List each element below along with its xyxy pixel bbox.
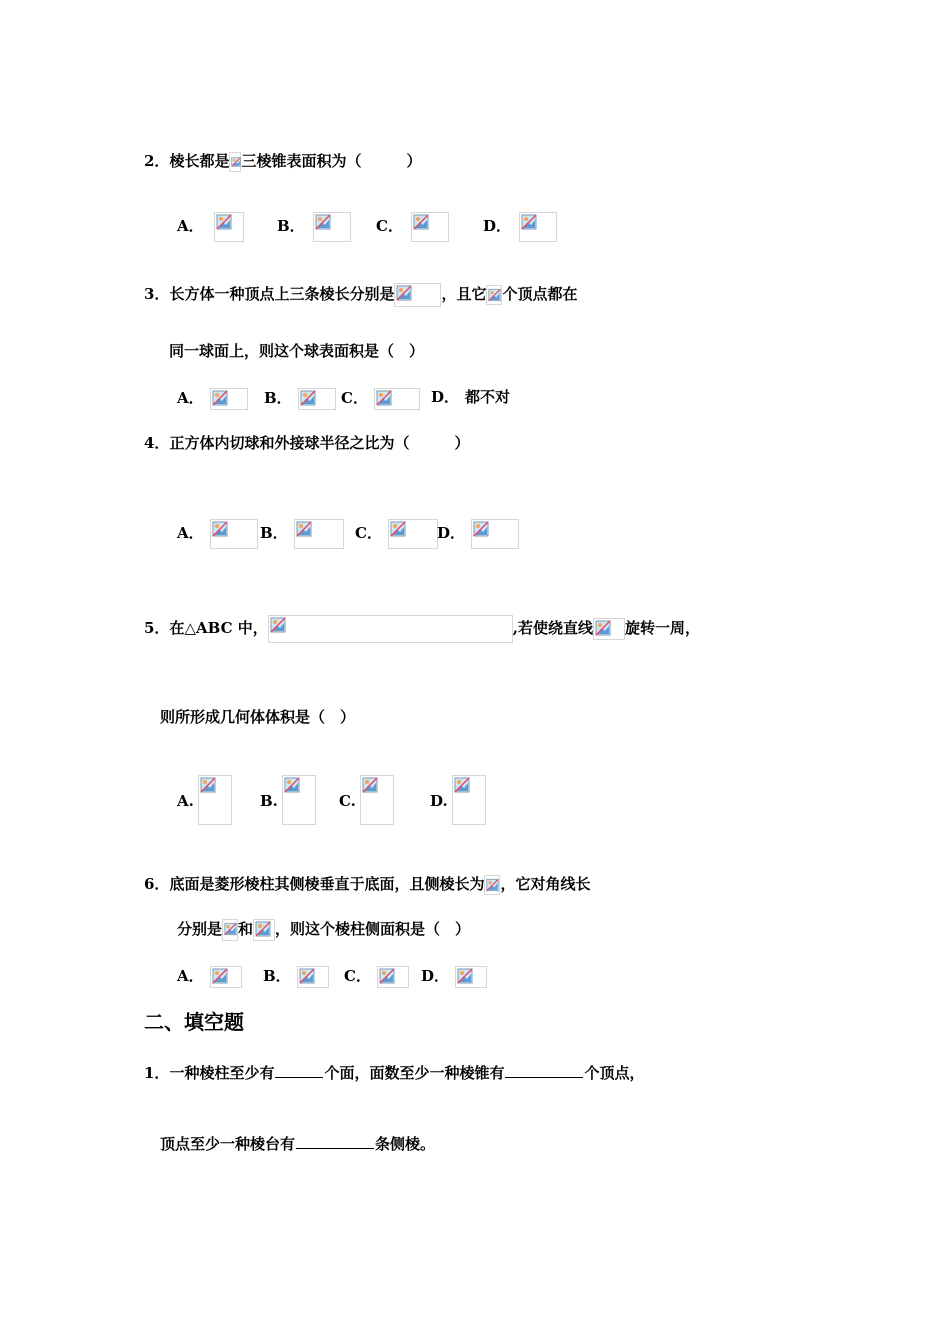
q4-option-a[interactable]: A． bbox=[177, 519, 258, 549]
broken-image-icon bbox=[216, 214, 232, 230]
broken-image-icon bbox=[486, 877, 499, 893]
q5-option-a[interactable]: A. bbox=[177, 775, 232, 825]
question-3-line-2: 同一球面上，则这个球表面积是（ ） bbox=[169, 342, 425, 360]
broken-image-icon bbox=[379, 968, 395, 984]
q4-option-d[interactable]: D． bbox=[437, 519, 519, 549]
broken-image-icon bbox=[376, 390, 392, 406]
formula-image bbox=[297, 966, 329, 988]
broken-image-icon bbox=[457, 968, 473, 984]
formula-image bbox=[455, 966, 487, 988]
formula-image bbox=[253, 919, 275, 941]
q3-option-c[interactable]: C． bbox=[341, 388, 420, 410]
broken-image-icon bbox=[284, 777, 300, 793]
formula-image bbox=[484, 875, 500, 895]
broken-image-icon bbox=[390, 521, 406, 537]
formula-image bbox=[377, 966, 409, 988]
q3-option-b[interactable]: B． bbox=[264, 388, 336, 410]
broken-image-icon bbox=[255, 921, 271, 937]
formula-image bbox=[294, 519, 344, 549]
broken-image-icon bbox=[473, 521, 489, 537]
question-5: 5．在△ABC 中， ,若使绕直线 旋转一周， bbox=[144, 615, 700, 643]
question-2: 2．棱长都是 三棱锥表面积为（ ） bbox=[144, 152, 422, 170]
formula-image bbox=[388, 519, 438, 549]
broken-image-icon bbox=[224, 921, 237, 937]
broken-image-icon bbox=[488, 287, 501, 303]
broken-image-icon bbox=[396, 285, 412, 301]
formula-image bbox=[593, 618, 625, 640]
question-3: 3．长方体一种顶点上三条棱长分别是 ，且它 个顶点都在 bbox=[144, 283, 577, 307]
question-5-line-2: 则所形成几何体体积是（ ） bbox=[160, 708, 356, 726]
q5-option-c[interactable]: C. bbox=[339, 775, 394, 825]
broken-image-icon bbox=[595, 620, 611, 636]
broken-image-icon bbox=[200, 777, 216, 793]
q6-option-c[interactable]: C． bbox=[344, 966, 409, 988]
q6-option-d[interactable]: D． bbox=[421, 966, 487, 988]
fill-question-1: 1．一种棱柱至少有 个面，面数至少一种棱锥有 个顶点， bbox=[144, 1064, 645, 1082]
formula-image bbox=[210, 519, 258, 549]
formula-image bbox=[222, 919, 238, 941]
formula-image bbox=[298, 388, 336, 410]
question-6-line-2: 分别是 和 ，则这个棱柱侧面积是（ ） bbox=[177, 919, 470, 941]
broken-image-icon bbox=[212, 521, 228, 537]
formula-image bbox=[210, 966, 242, 988]
answer-blank[interactable] bbox=[296, 1134, 374, 1149]
formula-image bbox=[282, 775, 316, 825]
q3-option-d[interactable]: D． 都不对 bbox=[431, 388, 511, 406]
question-4: 4．正方体内切球和外接球半径之比为（ ） bbox=[144, 434, 470, 452]
formula-image bbox=[210, 388, 248, 410]
broken-image-icon bbox=[362, 777, 378, 793]
formula-image bbox=[411, 212, 449, 242]
broken-image-icon bbox=[299, 968, 315, 984]
broken-image-icon bbox=[270, 617, 286, 633]
q2-option-c[interactable]: C． bbox=[376, 212, 449, 242]
broken-image-icon bbox=[300, 390, 316, 406]
q5-option-b[interactable]: B. bbox=[260, 775, 316, 825]
broken-image-icon bbox=[296, 521, 312, 537]
q2-option-b[interactable]: B． bbox=[277, 212, 351, 242]
fill-question-1-line-2: 顶点至少一种棱台有 条侧棱。 bbox=[160, 1135, 436, 1153]
broken-image-icon bbox=[521, 214, 537, 230]
question-number: 2． bbox=[144, 152, 170, 170]
broken-image-icon bbox=[454, 777, 470, 793]
answer-blank[interactable] bbox=[275, 1063, 323, 1078]
formula-image bbox=[519, 212, 557, 242]
broken-image-icon bbox=[212, 968, 228, 984]
broken-image-icon bbox=[315, 214, 331, 230]
broken-image-icon bbox=[413, 214, 429, 230]
formula-image bbox=[394, 283, 441, 307]
formula-image bbox=[486, 285, 502, 305]
formula-image bbox=[313, 212, 351, 242]
q4-option-c[interactable]: C． bbox=[355, 519, 438, 549]
q5-option-d[interactable]: D. bbox=[430, 775, 486, 825]
formula-image bbox=[452, 775, 486, 825]
formula-image bbox=[374, 388, 420, 410]
broken-image-icon bbox=[231, 154, 241, 170]
answer-blank[interactable] bbox=[505, 1063, 583, 1078]
q2-option-d[interactable]: D． bbox=[483, 212, 557, 242]
q3-option-a[interactable]: A． bbox=[177, 388, 248, 410]
formula-image bbox=[198, 775, 232, 825]
q2-option-a[interactable]: A． bbox=[177, 212, 244, 242]
formula-image bbox=[214, 212, 244, 242]
section-heading: 二、填空题 bbox=[144, 1010, 244, 1034]
question-6: 6．底面是菱形棱柱其侧棱垂直于底面，且侧棱长为 ，它对角线长 bbox=[144, 875, 591, 893]
q6-option-b[interactable]: B． bbox=[263, 966, 329, 988]
formula-image bbox=[471, 519, 519, 549]
q6-option-a[interactable]: A． bbox=[177, 966, 242, 988]
broken-image-icon bbox=[212, 390, 228, 406]
q4-option-b[interactable]: B． bbox=[260, 519, 344, 549]
formula-image bbox=[360, 775, 394, 825]
formula-image bbox=[268, 615, 513, 643]
formula-image bbox=[229, 152, 241, 172]
